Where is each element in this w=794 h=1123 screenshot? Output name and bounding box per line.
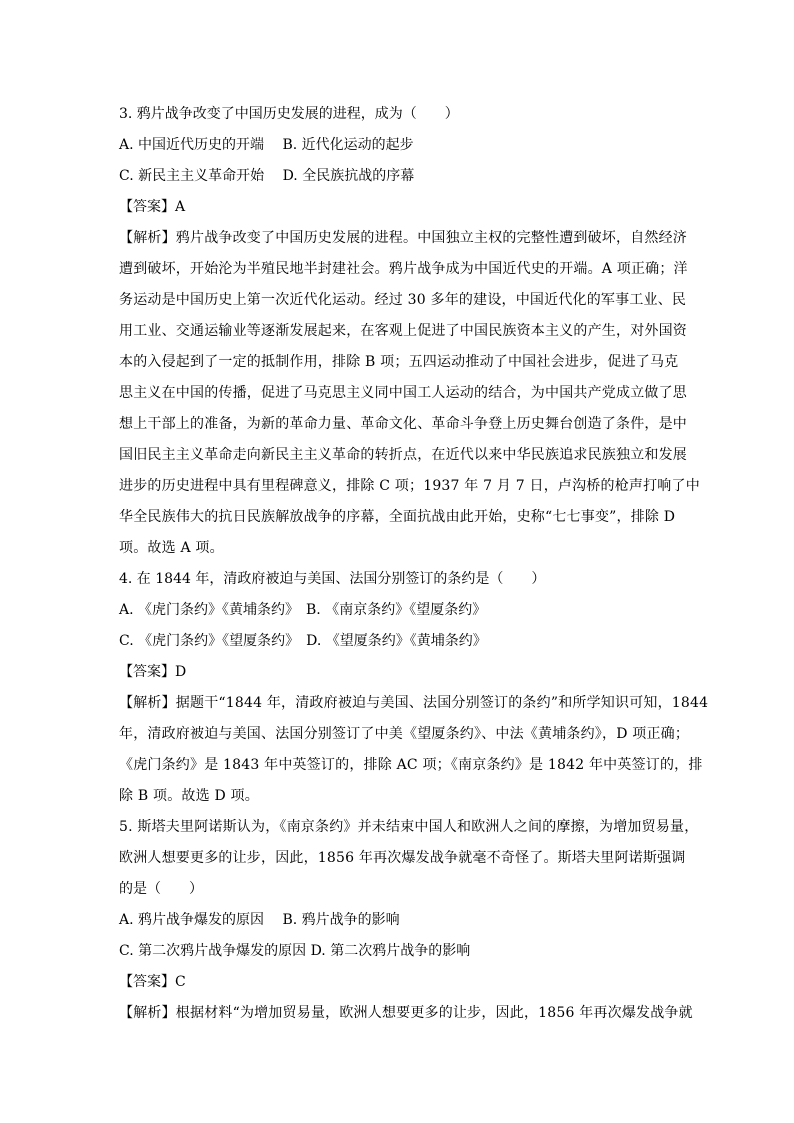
analysis-line: 想上干部上的准备，为新的革命力量、革命文化、革命斗争登上历史舞台创造了条件，是中: [119, 416, 687, 432]
analysis-line: 思主义在中国的传播，促进了马克思主义同中国工人运动的结合，为中国共产党成立做了思: [119, 385, 687, 401]
question-5-options-ab: A. 鸦片战争爆发的原因 B. 鸦片战争的影响: [119, 912, 400, 928]
question-4-options-ab: A. 《虎门条约》《黄埔条约》 B. 《南京条约》《望厦条约》: [119, 602, 487, 618]
analysis-line: 除 B 项。故选 D 项。: [119, 788, 259, 804]
analysis-line: 遭到破坏，开始沦为半殖民地半封建社会。鸦片战争成为中国近代史的开端。A 项正确；洋: [119, 261, 688, 277]
page-content: [119, 99, 709, 1029]
analysis-line: 【解析】鸦片战争改变了中国历史发展的进程。中国独立主权的完整性遭到破坏，自然经济: [119, 230, 687, 246]
question-4-options-cd: C. 《虎门条约》《望厦条约》 D. 《望厦条约》《黄埔条约》: [119, 633, 487, 649]
analysis-line: 项。故选 A 项。: [119, 540, 224, 556]
question-3-options-ab: A. 中国近代历史的开端 B. 近代化运动的起步: [119, 137, 414, 153]
analysis-line: 本的入侵起到了一定的抵制作用，排除 B 项；五四运动推动了中国社会进步，促进了马克: [119, 354, 679, 370]
analysis-line: 进步的历史进程中具有里程碑意义，排除 C 项；1937 年 7 月 7 日，卢沟桥的枪声打响了中: [119, 478, 700, 494]
analysis-line: 国旧民主主义革命走向新民主主义革命的转折点，在近代以来中华民族追求民族独立和发展: [119, 447, 687, 463]
question-3-analysis: [119, 223, 700, 564]
question-5-options-cd: C. 第二次鸦片战争爆发的原因 D. 第二次鸦片战争的影响: [119, 943, 471, 959]
question-3-stem: 3. 鸦片战争改变了中国历史发展的进程，成为（ ）: [119, 106, 459, 122]
question-5-stem: 5. 斯塔夫里阿诺斯认为，《南京条约》并未结束中国人和欧洲人之间的摩擦，为增加贸易量，: [119, 819, 699, 835]
question-5: [119, 812, 699, 1029]
question-3-options-cd: C. 新民主主义革命开始 D. 全民族抗战的序幕: [119, 168, 415, 184]
analysis-line: 务运动是中国历史上第一次近代化运动。经过 30 多年的建设，中国近代化的军事工业、民: [119, 292, 687, 308]
analysis-line: 年，清政府被迫与美国、法国分别签订了中美《望厦条约》、中法《黄埔条约》，D 项正确；: [119, 726, 690, 742]
analysis-line: 用工业、交通运输业等逐渐发展起来，在客观上促进了中国民族资本主义的产生，对外国资: [119, 323, 687, 339]
question-4-stem: 4. 在 1844 年，清政府被迫与美国、法国分别签订的条约是（ ）: [119, 571, 546, 587]
analysis-line: 华全民族伟大的抗日民族解放战争的序幕，全面抗战由此开始，史称“七七事变”，排除 D: [119, 509, 676, 525]
analysis-line: 【解析】据题干“1844 年，清政府被迫与美国、法国分别签订的条约”和所学知识可知，1844: [119, 695, 709, 711]
question-3-answer: 【答案】A: [119, 199, 186, 215]
question-5-stem: 的是（ ）: [119, 881, 203, 897]
analysis-line: 【解析】根据材料“为增加贸易量，欧洲人想要更多的让步，因此，1856 年再次爆发战争就: [119, 1005, 693, 1021]
analysis-line: 《虎门条约》是 1843 年中英签订的，排除 AC 项；《南京条约》是 1842 年中英签订的，排: [119, 757, 703, 773]
question-4: [119, 564, 709, 812]
question-5-analysis: [119, 998, 693, 1029]
question-4-analysis: [119, 688, 709, 812]
question-3: [119, 99, 700, 564]
question-4-answer: 【答案】D: [119, 664, 187, 680]
question-5-stem: 欧洲人想要更多的让步，因此，1856 年再次爆发战争就毫不奇怪了。斯塔夫里阿诺斯强调: [119, 850, 686, 866]
question-5-answer: 【答案】C: [119, 974, 186, 990]
